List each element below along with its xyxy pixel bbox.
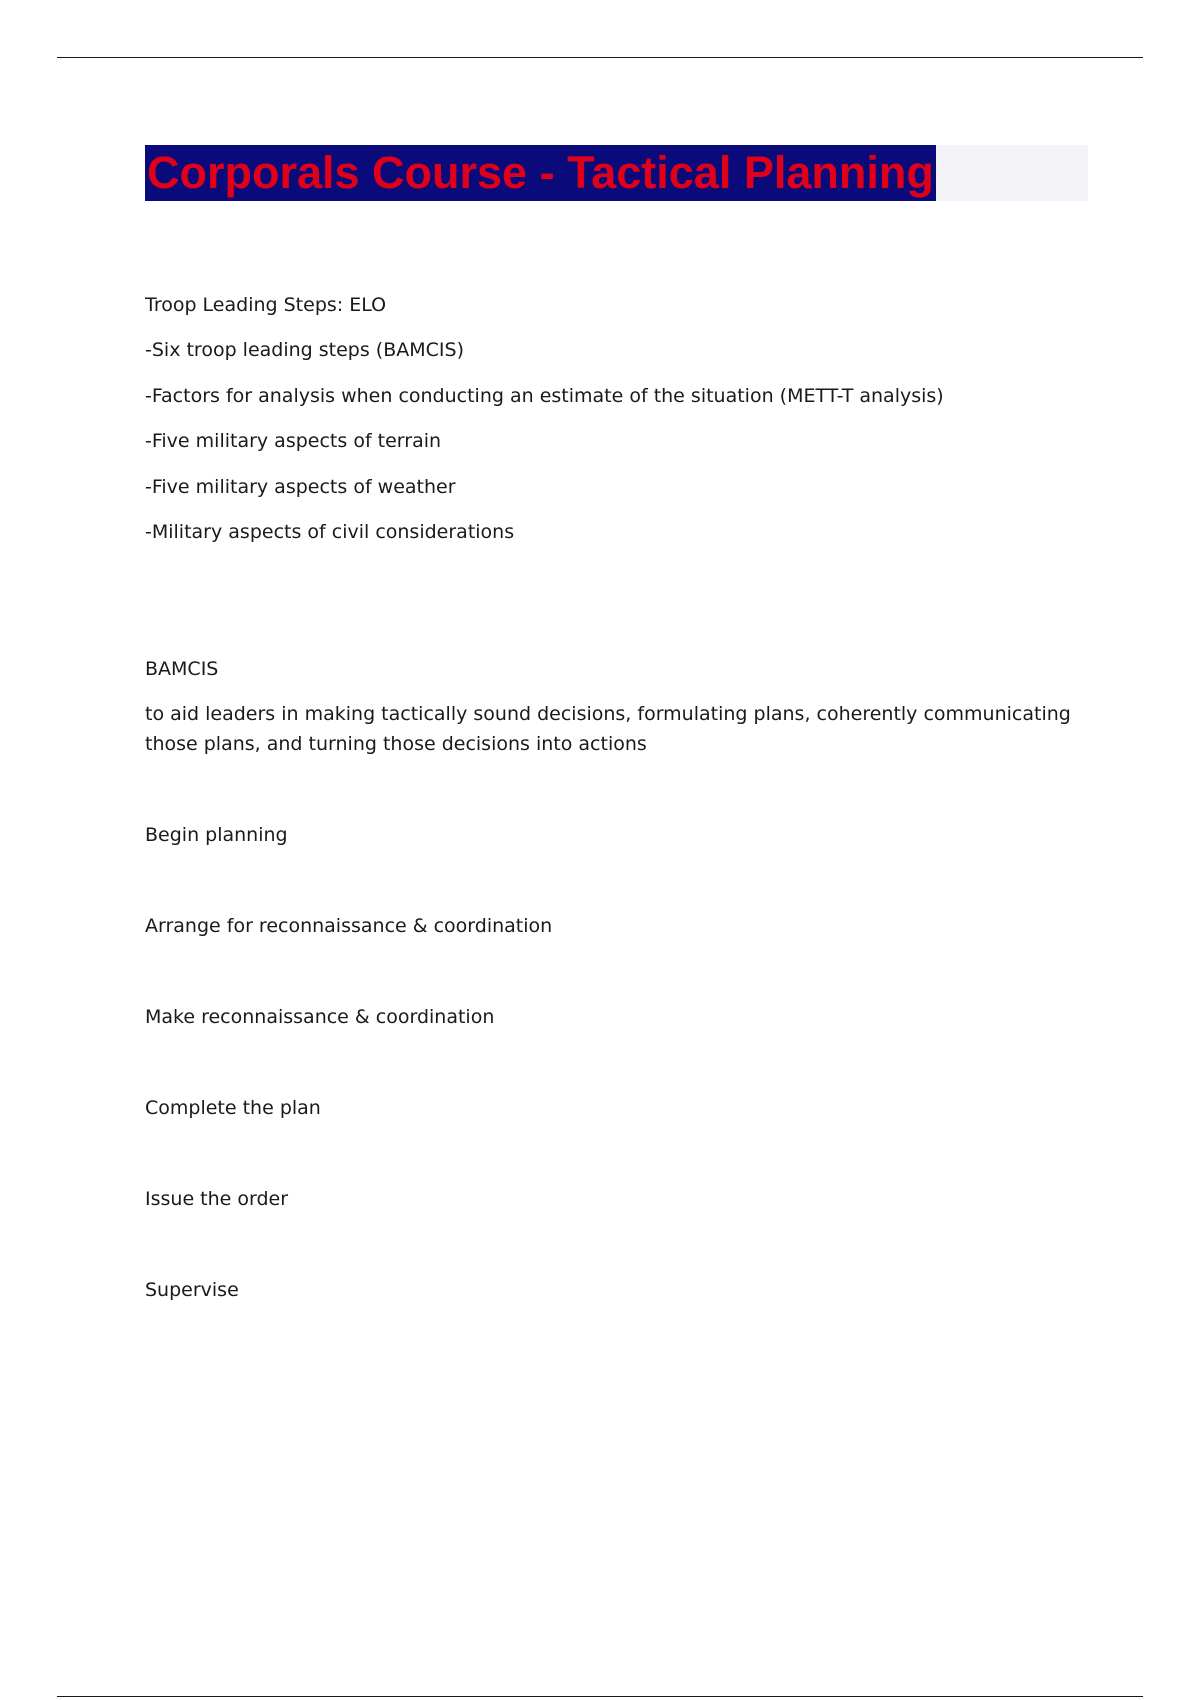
bamcis-term: BAMCIS <box>145 658 219 680</box>
page-title: Corporals Course - Tactical Planning <box>147 147 934 198</box>
step-item: Begin planning <box>145 824 288 846</box>
intro-item: -Military aspects of civil considerations <box>145 521 515 543</box>
step-item: Complete the plan <box>145 1097 321 1119</box>
title-highlight <box>145 145 936 201</box>
step-item: Issue the order <box>145 1188 289 1210</box>
intro-heading: Troop Leading Steps: ELO <box>145 294 387 316</box>
step-item: Supervise <box>145 1279 239 1301</box>
title-band <box>145 145 1088 201</box>
intro-item: -Five military aspects of terrain <box>145 430 442 452</box>
intro-item: -Factors for analysis when conducting an estimate of the situation (METT-T analysis) <box>145 385 944 407</box>
step-item: Make reconnaissance & coordination <box>145 1006 495 1028</box>
intro-item: -Five military aspects of weather <box>145 476 456 498</box>
top-rule <box>57 57 1143 58</box>
intro-item: -Six troop leading steps (BAMCIS) <box>145 339 464 361</box>
step-item: Arrange for reconnaissance & coordination <box>145 915 553 937</box>
bottom-rule <box>57 1696 1143 1697</box>
bamcis-definition: to aid leaders in making tactically sound decisions, formulating plans, coherently communicating those plans, and turning those decisions into actions <box>145 703 1071 755</box>
